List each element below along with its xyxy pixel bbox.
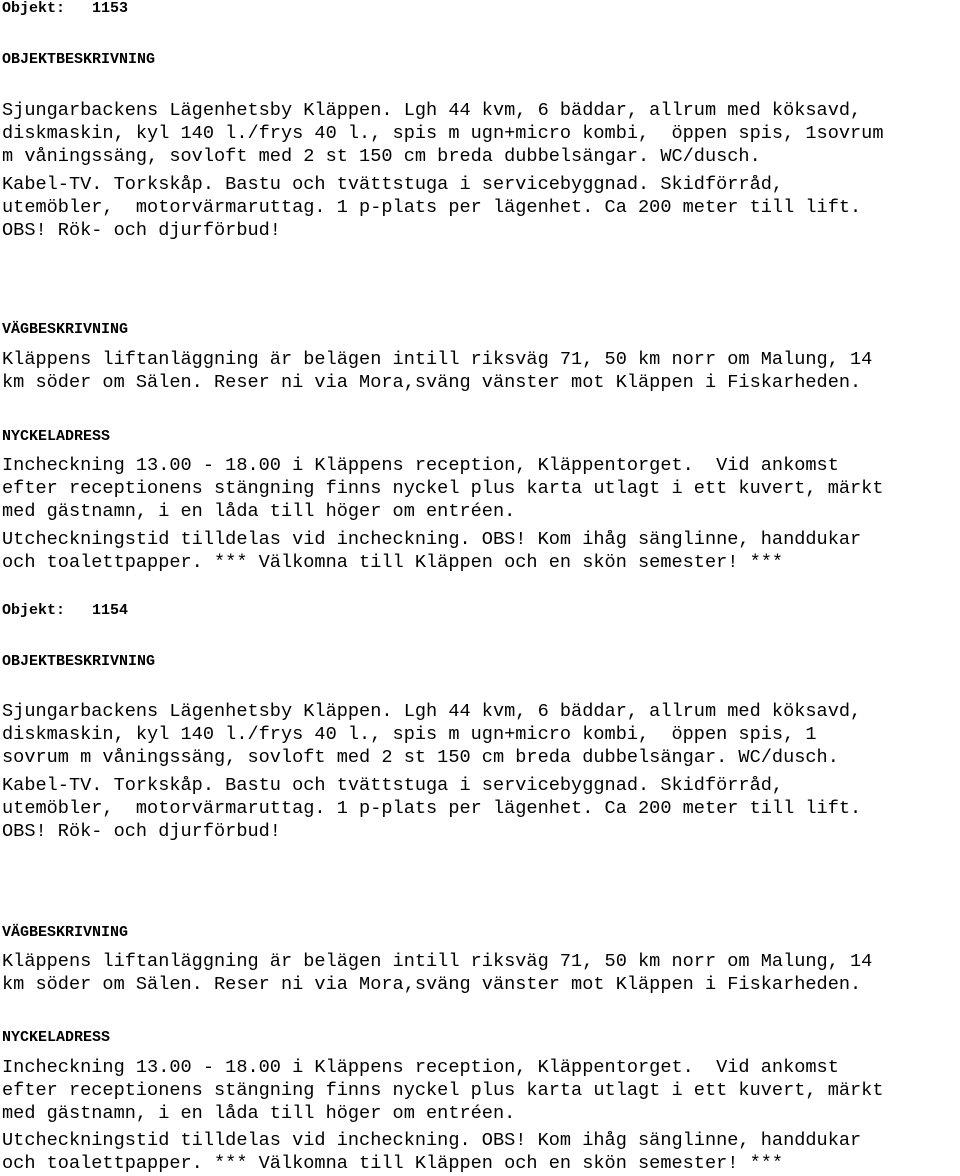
object-title — [2, 0, 128, 18]
description-line: diskmaskin, kyl 140 l./frys 40 l., spis m ugn+micro kombi, öppen spis, 1 — [2, 724, 817, 745]
object-number: 1154 — [92, 602, 129, 619]
key-address-heading: NYCKELADRESS — [2, 1029, 111, 1046]
route-line: Kläppens liftanläggning är belägen intill riksväg 71, 50 km norr om Malung, 14 — [2, 349, 873, 370]
key-address-line: med gästnamn, i en låda till höger om entréen. — [2, 501, 516, 522]
key-address-line: Utcheckningstid tilldelas vid incheckning. OBS! Kom ihåg sänglinne, handdukar — [2, 529, 862, 550]
description-line: OBS! Rök- och djurförbud! — [2, 220, 281, 241]
object-description-heading: OBJEKTBESKRIVNING — [2, 653, 156, 670]
description-line: utemöbler, motorvärmaruttag. 1 p-plats per lägenhet. Ca 200 meter till lift. — [2, 798, 862, 819]
route-line: km söder om Sälen. Reser ni via Mora,sväng vänster mot Kläppen i Fiskarheden. — [2, 372, 862, 393]
description-line: Kabel-TV. Torkskåp. Bastu och tvättstuga i servicebyggnad. Skidförråd, — [2, 775, 784, 796]
description-line: Sjungarbackens Lägenhetsby Kläppen. Lgh 44 kvm, 6 bäddar, allrum med köksavd, — [2, 701, 862, 722]
description-line: sovrum m våningssäng, sovloft med 2 st 150 cm breda dubbelsängar. WC/dusch. — [2, 747, 839, 768]
object-title — [2, 602, 128, 620]
object-number: 1153 — [92, 0, 129, 17]
description-line: OBS! Rök- och djurförbud! — [2, 821, 281, 842]
key-address-line: efter receptionens stängning finns nyckel plus karta utlagt i ett kuvert, märkt — [2, 478, 884, 499]
description-line: utemöbler, motorvärmaruttag. 1 p-plats per lägenhet. Ca 200 meter till lift. — [2, 197, 862, 218]
description-line: Kabel-TV. Torkskåp. Bastu och tvättstuga i servicebyggnad. Skidförråd, — [2, 174, 784, 195]
object-description-heading: OBJEKTBESKRIVNING — [2, 51, 156, 68]
description-line: m våningssäng, sovloft med 2 st 150 cm breda dubbelsängar. WC/dusch. — [2, 146, 761, 167]
route-description-heading: VÄGBESKRIVNING — [2, 321, 129, 338]
key-address-line: och toalettpapper. *** Välkomna till Kläppen och en skön semester! *** — [2, 552, 784, 573]
description-line: Sjungarbackens Lägenhetsby Kläppen. Lgh 44 kvm, 6 bäddar, allrum med köksavd, — [2, 100, 862, 121]
key-address-line: Utcheckningstid tilldelas vid incheckning. OBS! Kom ihåg sänglinne, handdukar — [2, 1130, 862, 1151]
key-address-line: Incheckning 13.00 - 18.00 i Kläppens reception, Kläppentorget. Vid ankomst — [2, 455, 839, 476]
key-address-line: Incheckning 13.00 - 18.00 i Kläppens reception, Kläppentorget. Vid ankomst — [2, 1057, 839, 1078]
route-line: Kläppens liftanläggning är belägen intill riksväg 71, 50 km norr om Malung, 14 — [2, 951, 873, 972]
route-description-heading: VÄGBESKRIVNING — [2, 924, 129, 941]
key-address-heading: NYCKELADRESS — [2, 428, 111, 445]
object-title-label: Objekt: — [2, 602, 66, 619]
key-address-line: efter receptionens stängning finns nyckel plus karta utlagt i ett kuvert, märkt — [2, 1080, 884, 1101]
object-title-label: Objekt: — [2, 0, 66, 17]
key-address-line: och toalettpapper. *** Välkomna till Kläppen och en skön semester! *** — [2, 1153, 784, 1174]
description-line: diskmaskin, kyl 140 l./frys 40 l., spis m ugn+micro kombi, öppen spis, 1sovrum — [2, 123, 884, 144]
key-address-line: med gästnamn, i en låda till höger om entréen. — [2, 1103, 516, 1124]
route-line: km söder om Sälen. Reser ni via Mora,sväng vänster mot Kläppen i Fiskarheden. — [2, 974, 862, 995]
